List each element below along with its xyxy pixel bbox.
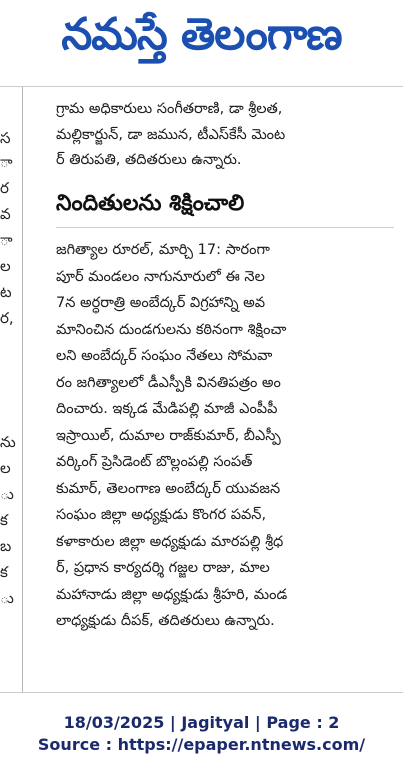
text-line: కుమార్, తెలంగాణ అంబేద్కర్ యువజన <box>56 480 281 497</box>
column-fragment-text: క <box>0 563 8 581</box>
text-line: దించారు. ఇక్కడ మేడిపల్లి మాజీ ఎంపీపీ <box>56 401 278 417</box>
text-line: లని అంబేద్కర్ సంఘం నేతలు సోమవా <box>56 348 273 364</box>
article-column <box>56 87 394 692</box>
date-edition-page: 18/03/2025 | Jagityal | Page : 2 <box>63 713 340 732</box>
column-fragment-text: ల <box>0 257 11 275</box>
text-line: మల్లికార్జున్, డా జమున, టీఎస్‌కేసీ మెంట <box>56 126 286 143</box>
masthead <box>0 0 403 80</box>
adjacent-column-fragment <box>0 87 16 692</box>
column-fragment-text: ు <box>0 589 14 607</box>
previous-article-ending <box>56 97 394 174</box>
text-line: వర్కింగ్ ప్రెసిడెంట్ బొల్లంపల్లి సంపత్ <box>56 454 253 470</box>
column-fragment-text: ను <box>0 433 16 451</box>
column-fragment-text: ు <box>0 485 14 503</box>
text-line: సంఘం జిల్లా అధ్యక్షుడు కొంగర పవన్, <box>56 507 267 523</box>
text-line: గ్రామ అధికారులు సంగీతరాణి, డా శ్రీలత, <box>56 101 283 117</box>
text-line: కళాకారుల జిల్లా అధ్యక్షుడు మారపల్లి శ్రీధ <box>56 533 284 550</box>
text-line: లాధ్యక్షుడు దీపక్, తదితరులు ఉన్నారు. <box>56 613 275 629</box>
headline-rule <box>56 227 394 228</box>
column-fragment-text: ా <box>0 153 13 171</box>
column-fragment-text: వ <box>0 205 11 223</box>
column-fragment-text: ర, <box>0 309 14 327</box>
text-line: ర్ తిరుపతి, తదితరులు ఉన్నారు. <box>56 152 242 168</box>
article-body <box>56 237 394 635</box>
text-line: రం జగిత్యాలలో డీఎస్పీకి వినతిపత్రం అం <box>56 374 281 391</box>
text-line: ఇస్రాయిల్, దుమాల రాజ్‌కుమార్, బీఎస్పీ <box>56 427 281 444</box>
clipping-footer <box>0 712 403 756</box>
column-fragment-text: ర <box>0 179 9 197</box>
text-line: 7న అర్ధరాత్రి అంబేద్కర్ విగ్రహాన్ని అవ <box>56 295 266 311</box>
column-fragment-text: స <box>0 129 11 147</box>
text-line: మహానాడు జిల్లా అధ్యక్షుడు శ్రీహరి, మండ <box>56 586 288 603</box>
text-line: పూర్ మండలం నాగునూరులో ఈ నెల <box>56 268 265 285</box>
news-clipping <box>0 86 403 693</box>
column-fragment-text: ట <box>0 283 12 301</box>
column-fragment-text: ా <box>0 231 13 249</box>
text-line: జగిత్యాల రూరల్, మార్చి 17: సారంగా <box>56 242 270 258</box>
column-divider <box>22 87 23 692</box>
column-fragment-text: బ <box>0 537 12 555</box>
column-fragment-text: క <box>0 511 8 529</box>
article-headline: నిందితులను శిక్షించాలి <box>56 191 245 216</box>
newspaper-logo-title: నమస్తే తెలంగాణ <box>61 9 342 60</box>
source-url: Source : https://epaper.ntnews.com/ <box>37 735 366 754</box>
text-line: మానించిన దుండగులను కఠినంగా శిక్షించా <box>56 321 287 338</box>
text-line: ర్, ప్రధాన కార్యదర్శి గజ్జల రాజు, మాల <box>56 560 270 576</box>
column-fragment-text: ల <box>0 459 11 477</box>
